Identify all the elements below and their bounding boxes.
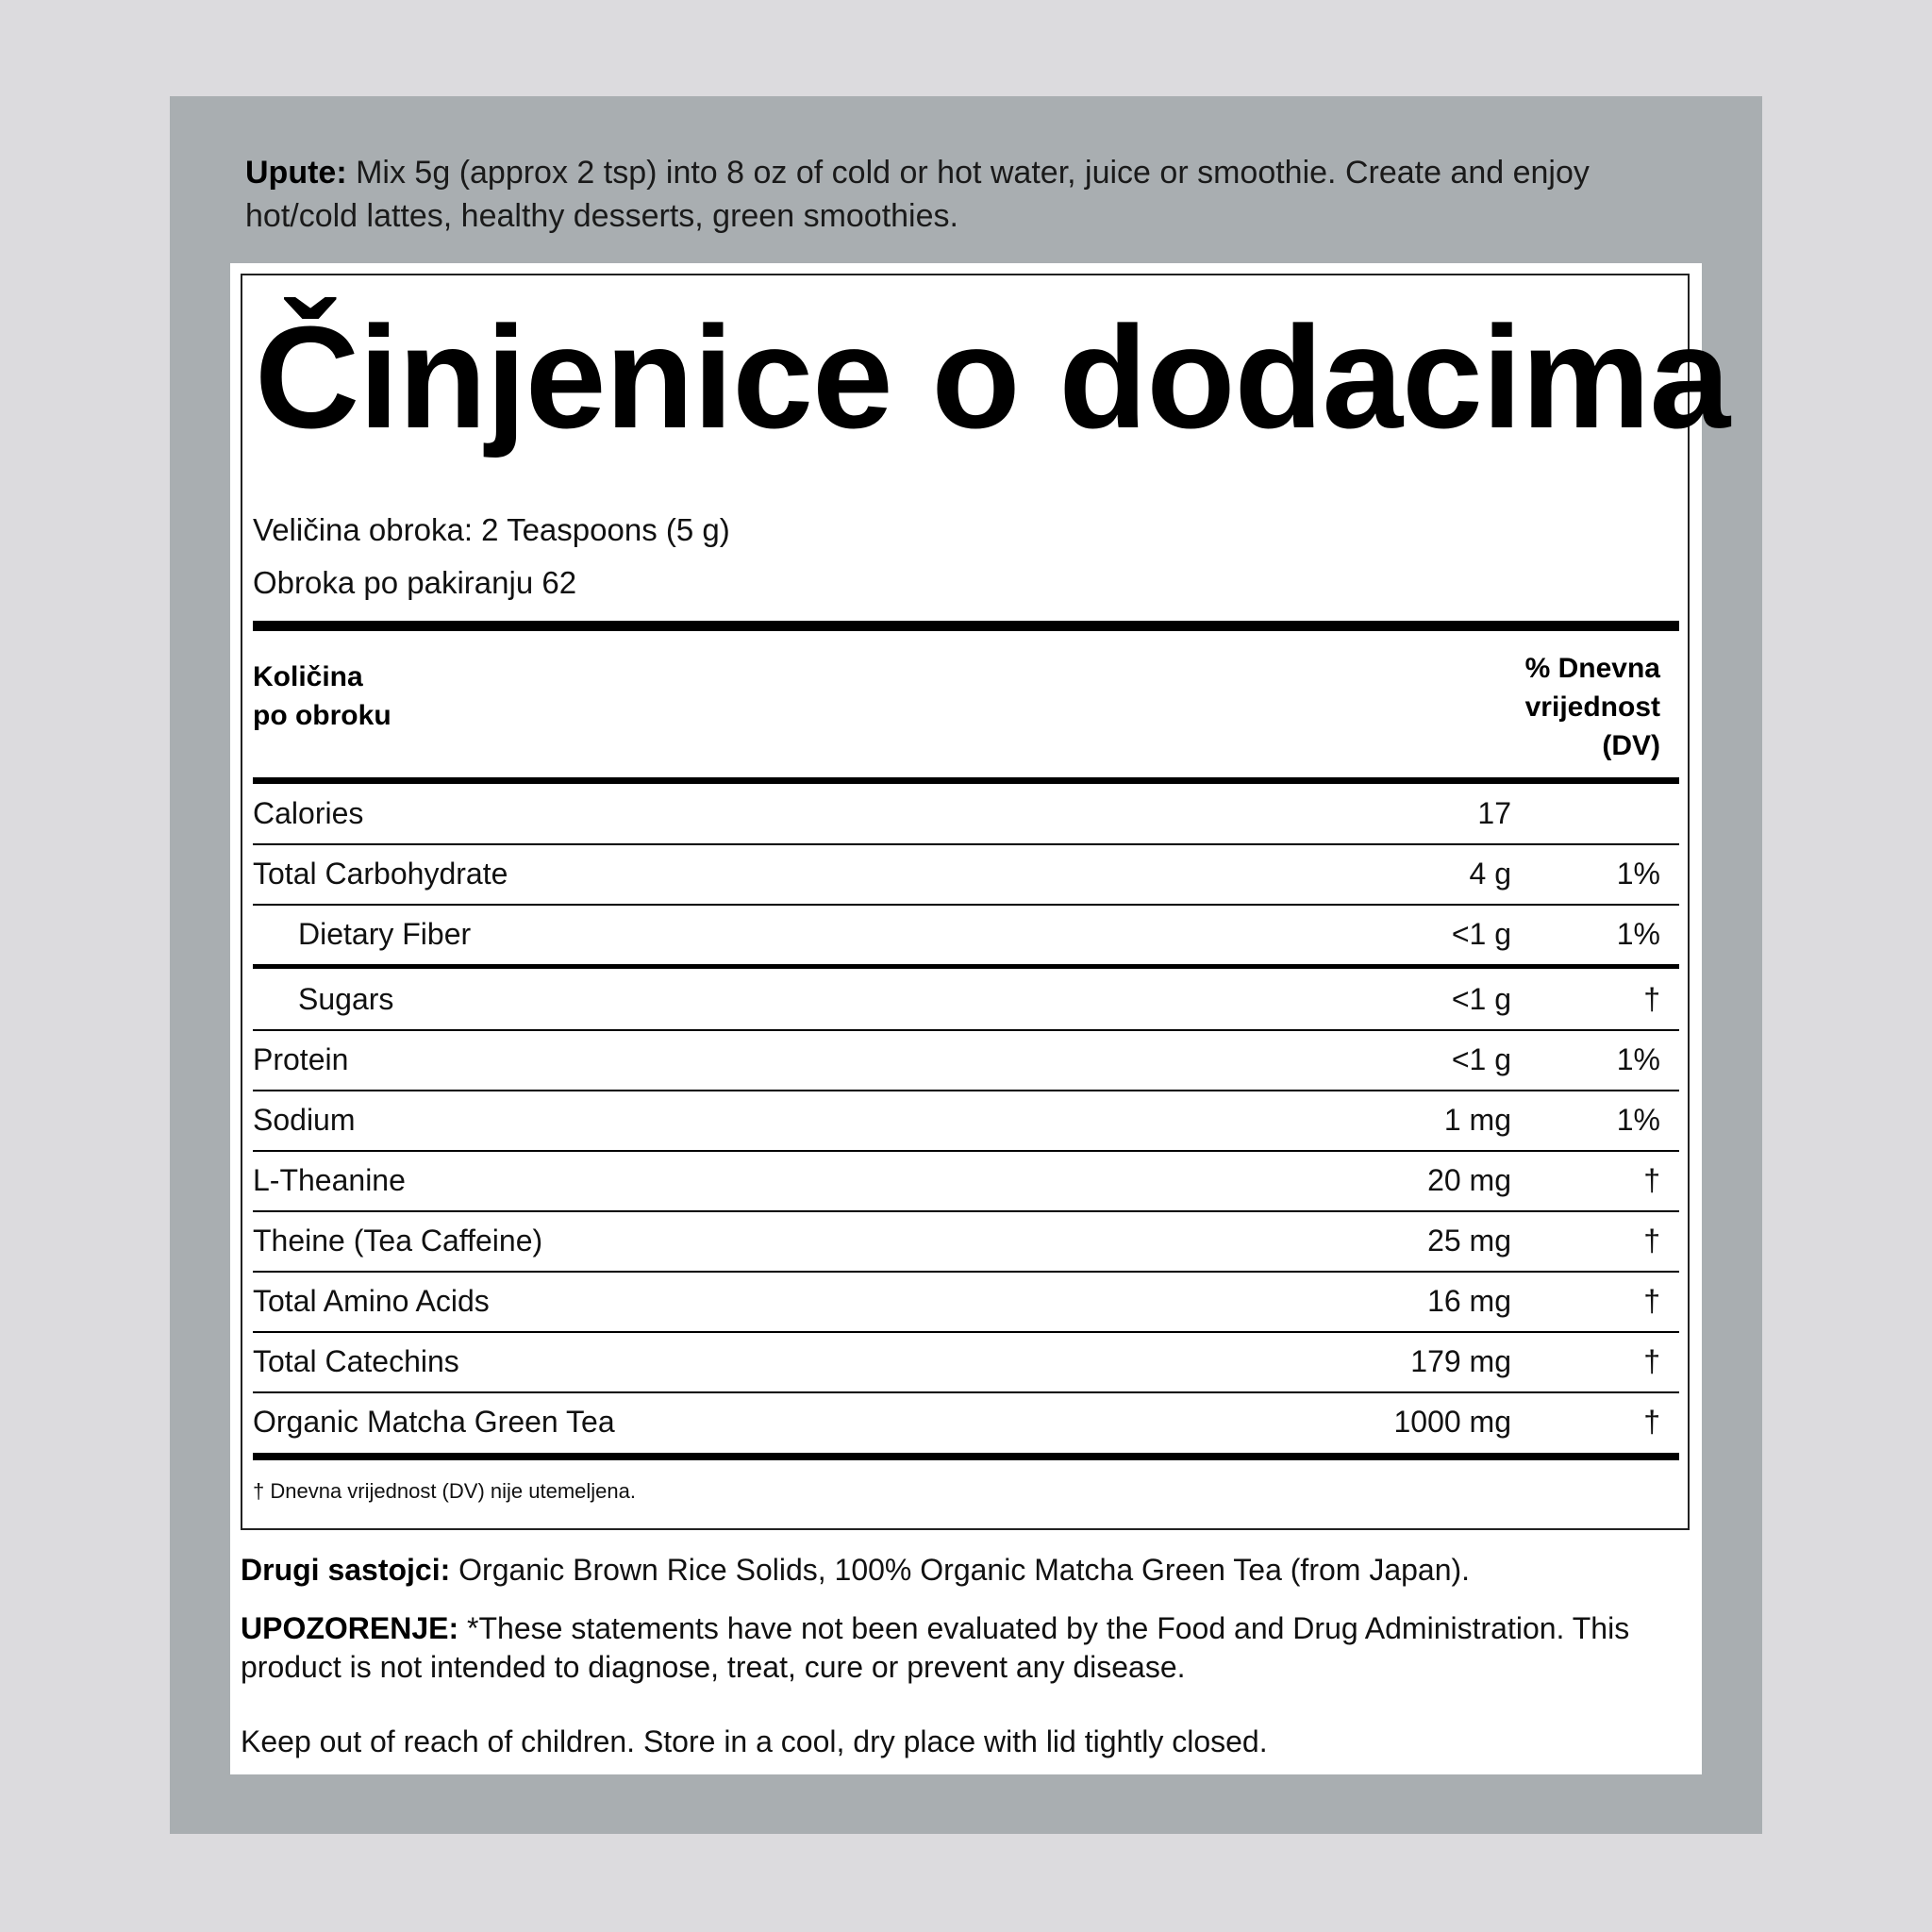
- warning-text: *These statements have not been evaluated by the Food and Drug Administration. This product is not intended to diagnose, treat, cure or prevent any disease.: [241, 1611, 1630, 1684]
- nutrient-amount: <1 g: [1451, 982, 1511, 1016]
- amount-header-line2: po obroku: [253, 700, 391, 731]
- table-row: [253, 1331, 1679, 1391]
- nutrient-name: Protein: [253, 1042, 349, 1076]
- nutrient-name: Dietary Fiber: [298, 917, 472, 951]
- servings-per-container: Obroka po pakiranju 62: [253, 565, 577, 600]
- nutrient-amount: 25 mg: [1427, 1224, 1511, 1257]
- nutrient-name: Total Amino Acids: [253, 1284, 490, 1318]
- nutrient-dv: †: [1643, 1405, 1660, 1439]
- dv-footnote: † Dnevna vrijednost (DV) nije utemeljena.: [253, 1479, 636, 1503]
- nutrient-name: Organic Matcha Green Tea: [253, 1405, 615, 1439]
- table-row: [253, 1391, 1679, 1452]
- dv-header-line1: % Dnevna: [1524, 653, 1660, 684]
- nutrient-amount: <1 g: [1451, 917, 1511, 951]
- directions-text: [245, 151, 1679, 238]
- table-row: [253, 1029, 1679, 1090]
- table-row: [253, 1150, 1679, 1210]
- bottom-thick-divider: [253, 1453, 1679, 1460]
- dv-header-line3: (DV): [1602, 730, 1660, 761]
- nutrient-dv: 1%: [1616, 1103, 1660, 1137]
- table-row: [253, 1271, 1679, 1331]
- nutrient-amount: 20 mg: [1427, 1163, 1511, 1197]
- nutrient-dv: 1%: [1616, 857, 1660, 891]
- nutrient-name: Sugars: [298, 982, 394, 1016]
- other-ingredients-label: Drugi sastojci:: [241, 1553, 451, 1587]
- directions-label: Upute:: [245, 155, 347, 191]
- nutrient-dv: †: [1643, 1344, 1660, 1378]
- table-row: [253, 1090, 1679, 1150]
- nutrient-dv: †: [1643, 1224, 1660, 1257]
- serving-size: Veličina obroka: 2 Teaspoons (5 g): [253, 512, 730, 547]
- nutrient-amount: 17: [1477, 796, 1511, 830]
- nutrient-amount: 16 mg: [1427, 1284, 1511, 1318]
- nutrient-amount: 179 mg: [1410, 1344, 1511, 1378]
- other-ingredients-text: Organic Brown Rice Solids, 100% Organic Matcha Green Tea (from Japan).: [450, 1553, 1471, 1587]
- warning: [241, 1609, 1674, 1687]
- nutrient-name: Calories: [253, 796, 364, 830]
- nutrient-name: Total Catechins: [253, 1344, 459, 1378]
- nutrient-name: Total Carbohydrate: [253, 857, 508, 891]
- amount-header-line1: Količina: [253, 661, 363, 692]
- amount-header: [253, 658, 391, 735]
- storage-instructions: Keep out of reach of children. Store in a cool, dry place with lid tightly closed.: [241, 1724, 1268, 1758]
- nutrient-amount: 4 g: [1469, 857, 1511, 891]
- nutrient-dv: †: [1643, 1284, 1660, 1318]
- table-row: [253, 1210, 1679, 1271]
- nutrient-dv: †: [1643, 1163, 1660, 1197]
- nutrient-name: L-Theanine: [253, 1163, 406, 1197]
- warning-label: UPOZORENJE:: [241, 1611, 459, 1645]
- dv-header-line2: vrijednost: [1524, 691, 1660, 723]
- other-ingredients: [241, 1551, 1674, 1590]
- nutrient-dv: 1%: [1616, 1042, 1660, 1076]
- nutrient-amount: 1 mg: [1443, 1103, 1511, 1137]
- table-row: [253, 904, 1679, 964]
- table-row: [253, 783, 1679, 843]
- table-row: [253, 843, 1679, 904]
- nutrient-name: Sodium: [253, 1103, 356, 1137]
- nutrient-amount: 1000 mg: [1393, 1405, 1511, 1439]
- nutrient-dv: †: [1643, 982, 1660, 1016]
- table-row: [253, 969, 1679, 1029]
- facts-title: Činjenice o dodacima: [255, 296, 1730, 458]
- nutrient-dv: 1%: [1616, 917, 1660, 951]
- directions-body: Mix 5g (approx 2 tsp) into 8 oz of cold or hot water, juice or smoothie. Create and enjoy hot/cold lattes, healthy desserts, green smoothies.: [245, 155, 1590, 234]
- dv-header: [1525, 649, 1660, 765]
- nutrient-amount: <1 g: [1451, 1042, 1511, 1076]
- nutrient-name: Theine (Tea Caffeine): [253, 1224, 543, 1257]
- thick-divider: [253, 621, 1679, 631]
